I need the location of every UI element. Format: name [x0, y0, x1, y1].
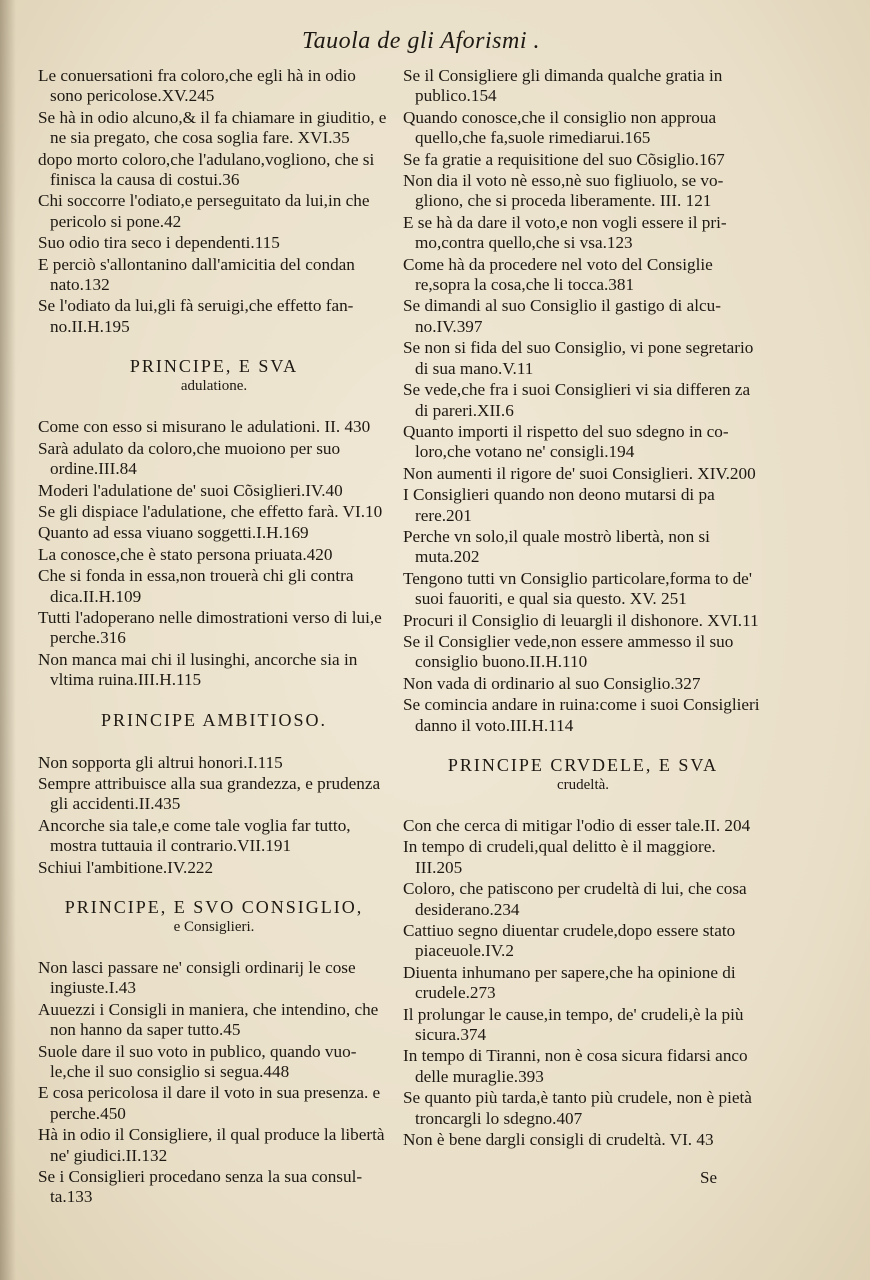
- index-entry: Se l'odiato da lui,gli fà seruigi,che effetto fanno.II.H.195: [38, 296, 354, 336]
- section-subheading: crudeltà.: [556, 777, 610, 793]
- section-heading: PRINCIPE, E SVA: [129, 356, 299, 377]
- index-entry: Se quanto più tarda,è tanto più crudele, non è pietà troncargli lo sdegno.407: [403, 1088, 752, 1128]
- index-entry: Coloro, che patiscono per crudeltà di lui, che cosa desiderano.234: [403, 879, 747, 919]
- index-entry: Se dimandi al suo Consiglio il gastigo di alcuno.IV.397: [403, 296, 721, 336]
- index-entry: Se comincia andare in ruina:come i suoi Consiglieri danno il voto.III.H.114: [403, 695, 760, 735]
- index-entry: Suo odio tira seco i dependenti.115: [38, 233, 280, 253]
- section-subheading: adulatione.: [180, 378, 248, 395]
- index-entry: Non dia il voto nè esso,nè suo figliuolo, se vogliono, che si proceda liberamente. III. 121: [403, 171, 724, 211]
- index-entry: Sempre attribuisce alla sua grandezza, e prudenza gli accidenti.II.435: [38, 773, 381, 814]
- page-edge-shadow: [0, 0, 16, 1280]
- index-entry: Che si fonda in essa,non trouerà chi gli contra dica.II.H.109: [38, 566, 354, 606]
- index-entry: Schiui l'ambitione.IV.222: [38, 857, 214, 877]
- index-entry: Se il Consigliere gli dimanda qualche gratia in publico.154: [403, 66, 723, 106]
- catchword: Se: [700, 1168, 717, 1187]
- index-entry: Diuenta inhumano per sapere,che ha opinione di crudele.273: [403, 962, 736, 1003]
- index-entry: Quanto ad essa viuano soggetti.I.H.169: [38, 523, 309, 543]
- index-entry: Non vada di ordinario al suo Consiglio.327: [403, 673, 701, 693]
- index-entry: Ancorche sia tale,e come tale voglia far tutto, mostra tuttauia il contrario.VII.191: [38, 815, 351, 856]
- index-entry: Perche vn solo,il quale mostrò libertà, non si muta.202: [403, 526, 710, 567]
- index-entry: Se gli dispiace l'adulatione, che effetto farà. VI.10: [38, 501, 383, 521]
- index-entry: Se hà in odio alcuno,& il fa chiamare in giuditio, e ne sia pregato, che cosa soglia fare. XVI.35: [38, 107, 387, 148]
- index-entry: In tempo di Tiranni, non è cosa sicura fidarsi anco delle muraglie.393: [403, 1046, 748, 1086]
- index-entry: E se hà da dare il voto,e non vogli essere il primo,contra quello,che si vsa.123: [403, 212, 727, 253]
- index-entry: Se non si fida del suo Consiglio, vi pone segretario di sua mano.V.11: [403, 338, 754, 378]
- index-entry: Come hà da procedere nel voto del Consiglie re,sopra la cosa,che li tocca.381: [403, 254, 713, 295]
- index-entry: Se i Consiglieri procedano senza la sua consulta.133: [38, 1167, 363, 1207]
- index-entry: dopo morto coloro,che l'adulano,vogliono, che si finisca la causa di costui.36: [38, 149, 375, 190]
- section-heading: PRINCIPE, E SVO CONSIGLIO,: [64, 897, 364, 917]
- right-column: [403, 66, 763, 1152]
- index-entry: La conosce,che è stato persona priuata.420: [38, 544, 333, 564]
- index-entry: Se fa gratie a requisitione del suo Cõsiglio.167: [403, 149, 725, 169]
- index-entry: Procuri il Consiglio di leuargli il dishonore. XVI.11: [403, 610, 759, 630]
- index-entry: Tutti l'adoperano nelle dimostrationi verso di lui,e perche.316: [38, 607, 382, 648]
- index-entry: Il prolungar le cause,in tempo, de' crudeli,è la più sicura.374: [403, 1004, 744, 1045]
- left-column: [38, 66, 390, 1209]
- index-entry: Non manca mai chi il lusinghi, ancorche sia in vltima ruina.III.H.115: [38, 649, 358, 690]
- index-entry: Suole dare il suo voto in publico, quando vuole,che il suo consiglio si segua.448: [38, 1041, 357, 1082]
- index-entry: I Consiglieri quando non deono mutarsi di pa rere.201: [403, 485, 715, 525]
- index-entry: Non aumenti il rigore de' suoi Consiglieri. XIV.200: [403, 463, 756, 483]
- index-entry: Le conuersationi fra coloro,che egli hà in odio sono pericolose.XV.245: [38, 66, 356, 106]
- section-heading: PRINCIPE CRVDELE, E SVA: [447, 755, 719, 775]
- index-entry: Con che cerca di mitigar l'odio di esser tale.II. 204: [403, 816, 751, 835]
- index-entry: E cosa pericolosa il dare il voto in sua presenza. e perche.450: [38, 1083, 381, 1123]
- index-entry: Quanto importi il rispetto del suo sdegno in coloro,che votano ne' consigli.194: [403, 421, 729, 462]
- index-entry: Quando conosce,che il consiglio non approua quello,che fa,suole rimediarui.165: [403, 107, 717, 148]
- index-entry: Non lasci passare ne' consigli ordinarij le cose ingiuste.I.43: [38, 958, 356, 998]
- index-entry: Come con esso si misurano le adulationi. II. 430: [38, 417, 371, 437]
- index-entry: Auuezzi i Consigli in maniera, che intendino, che non hanno da saper tutto.45: [38, 999, 379, 1040]
- index-entry: Non sopporta gli altrui honori.I.115: [38, 752, 283, 772]
- index-entry: Chi soccorre l'odiato,e perseguitato da lui,in che pericolo si pone.42: [38, 191, 370, 231]
- index-entry: Non è bene dargli consigli di crudeltà. VI. 43: [403, 1130, 714, 1150]
- index-entry: E perciò s'allontanino dall'amicitia del condan nato.132: [38, 254, 355, 295]
- index-entry: In tempo di crudeli,qual delitto è il maggiore. III.205: [403, 837, 716, 877]
- index-entry: Sarà adulato da coloro,che muoiono per suo ordine.III.84: [38, 438, 341, 479]
- running-title: Tauola de gli Aforismi .: [301, 28, 540, 54]
- index-entry: Se vede,che fra i suoi Consiglieri vi sia differen za di pareri.XII.6: [403, 380, 751, 420]
- index-entry: Moderi l'adulatione de' suoi Cõsiglieri.IV.40: [38, 480, 343, 500]
- index-entry: Tengono tutti vn Consiglio particolare,forma to de' suoi fauoriti, e qual sia questo. XV. 251: [403, 568, 752, 609]
- section-heading: PRINCIPE AMBITIOSO.: [100, 709, 328, 730]
- section-subheading: e Consiglieri.: [173, 919, 255, 935]
- index-entry: Hà in odio il Consigliere, il qual produce la libertà ne' giudici.II.132: [38, 1125, 385, 1165]
- index-entry: Cattiuo segno diuentar crudele,dopo essere stato piaceuole.IV.2: [403, 921, 736, 961]
- index-entry: Se il Consiglier vede,non essere ammesso il suo consiglio buono.II.H.110: [403, 631, 734, 672]
